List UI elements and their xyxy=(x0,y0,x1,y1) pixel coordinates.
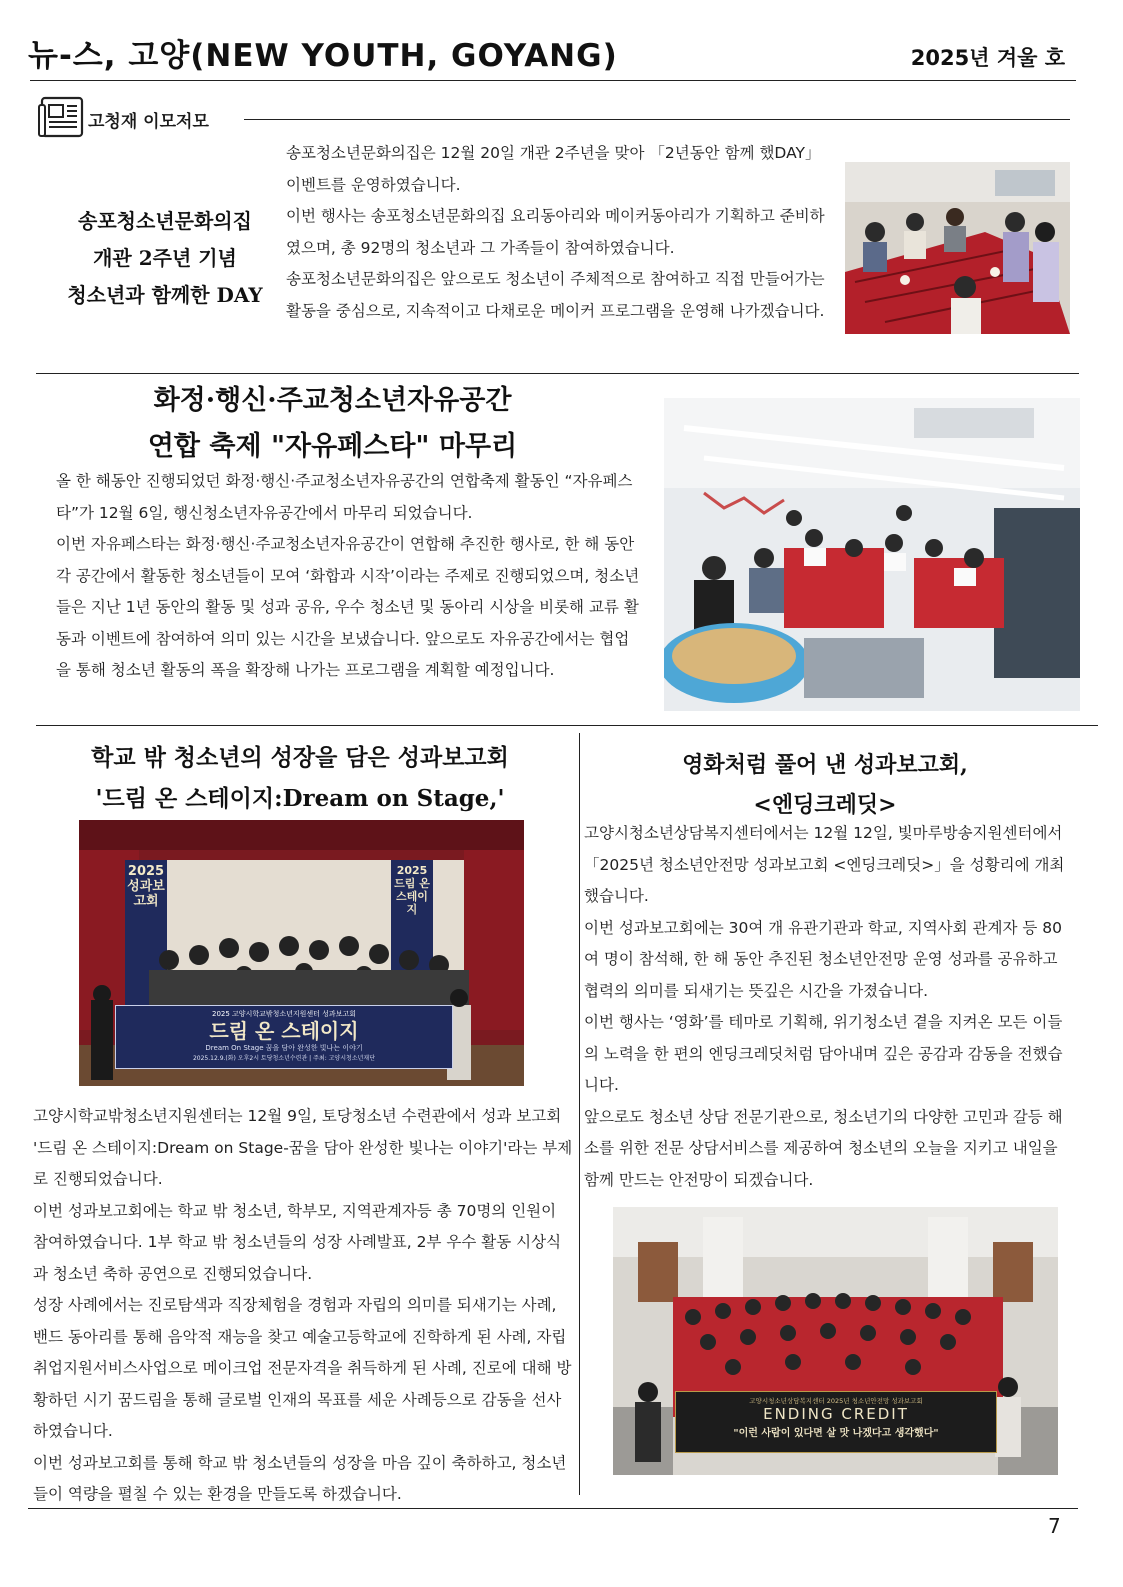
article4-paragraph: 이번 행사는 ‘영화’를 테마로 기획해, 위기청소년 곁을 지켜온 모든 이들의 노력을 한 편의 엔딩크레딧처럼 담아내며 깊은 공감과 감동을 전했습니다. xyxy=(584,1013,1063,1094)
article4-paragraph: 이번 성과보고회에는 30여 개 유관기관과 학교, 지역사회 관계자 등 80여 명이 참석해, 한 해 동안 추진된 청소년안전망 운영 성과를 공유하고 협력의 의미를 되새기는 뜻깊은 시간을 가졌습니다. xyxy=(584,918,1063,1000)
article3-body xyxy=(33,1101,573,1511)
article3-paragraph: 성장 사례에서는 진로탐색과 직장체험을 경험과 자립의 의미를 되새기는 사례, 밴드 동아리를 통해 음악적 재능을 찾고 예술고등학교에 진학하게 된 사례, 자립취업지원서비스사업으로 메이크업 전문자격을 취득하게 된 사례, 진로에 대해 방황하던 시기 꿈드림을 통해 글로벌 인재의 목표를 세운 사례등으로 감동을 선사하였습니다. xyxy=(33,1296,572,1440)
issue-label: 2025년 겨울 호 xyxy=(910,46,1065,70)
article4-paragraph: 고양시청소년상담복지센터에서는 12월 12일, 빛마루방송지원센터에서 「2025년 청소년안전망 성과보고회 <엔딩크레딧>」을 성황리에 개최했습니다. xyxy=(584,824,1065,905)
section-rule xyxy=(244,119,1070,120)
banner-side-right: 2025 드림 온 스테이지 xyxy=(394,864,430,916)
banner-main: 드림 온 스테이지 xyxy=(209,1019,359,1043)
article3-title xyxy=(40,737,560,819)
banner-side-left: 2025 성과보고회 xyxy=(127,864,165,909)
article3-title-line: '드림 온 스테이지:Dream on Stage,' xyxy=(95,785,505,812)
article4-title-line: 영화처럼 풀어 낸 성과보고회, xyxy=(682,752,968,778)
article1-paragraph: 송포청소년문화의집은 앞으로도 청소년이 주체적으로 참여하고 직접 만들어가는 활동을 중심으로, 지속적이고 다채로운 메이커 프로그램을 운영해 나가겠습니다. xyxy=(286,270,825,320)
article2-title-line: 화정·행신·주교청소년자유공간 xyxy=(153,385,512,416)
banner-top: 2025 고양시학교밖청소년지원센터 성과보고회 xyxy=(212,1010,356,1018)
article1-paragraph: 이번 행사는 송포청소년문화의집 요리동아리와 메이커동아리가 기획하고 준비하였으며, 총 92명의 청소년과 그 가족들이 참여하였습니다. xyxy=(286,207,825,257)
article3-photo xyxy=(79,820,524,1086)
masthead-title: 뉴-스, 고양(NEW YOUTH, GOYANG) xyxy=(28,38,618,74)
article1-title-line: 개관 2주년 기념 xyxy=(93,246,237,270)
article4-title-line: <엔딩크레딧> xyxy=(753,792,897,818)
article3-banner xyxy=(115,1005,453,1069)
banner-top: 고양시청소년상담복지센터 2025년 청소년안전망 성과보고회 xyxy=(749,1397,923,1405)
article3-title-line: 학교 밖 청소년의 성장을 담은 성과보고회 xyxy=(91,744,509,771)
footer-rule xyxy=(28,1508,1078,1509)
article4-photo xyxy=(613,1207,1058,1475)
article2-title-line: 연합 축제 "자유페스타" 마무리 xyxy=(147,431,518,462)
article1-title-line: 청소년과 함께한 DAY xyxy=(67,283,263,307)
article1-title xyxy=(44,203,286,314)
article4-banner xyxy=(675,1391,997,1453)
column-divider xyxy=(579,733,580,1495)
masthead-rule xyxy=(30,80,1076,81)
article1-photo xyxy=(845,162,1070,334)
article1-body xyxy=(286,138,831,327)
article2-title xyxy=(60,378,605,470)
article2-photo xyxy=(664,398,1080,711)
divider xyxy=(36,373,1079,374)
page-number: 7 xyxy=(1048,1514,1061,1538)
article2-body xyxy=(56,466,644,687)
article3-paragraph: 이번 성과보고회를 통해 학교 밖 청소년들의 성장을 마음 깊이 축하하고, 청소년들이 역량을 펼칠 수 있는 환경을 만들도록 하겠습니다. xyxy=(33,1453,567,1503)
banner-sub: Dream On Stage 꿈을 담아 완성한 빛나는 이야기 xyxy=(205,1044,363,1052)
article3-paragraph: 이번 성과보고회에는 학교 밖 청소년, 학부모, 지역관계자등 총 70명의 인원이 참여하였습니다. 1부 학교 밖 청소년들의 성장 사례발표, 2부 우수 활동 시상식과 청소년 축하 공연으로 진행되었습니다. xyxy=(33,1201,562,1283)
banner-main: ENDING CREDIT xyxy=(763,1405,909,1423)
article4-title xyxy=(590,745,1060,825)
article2-paragraph: 이번 자유페스타는 화정·행신·주교청소년자유공간이 연합해 추진한 행사로, 한 해 동안 각 공간에서 활동한 청소년들이 모여 ‘화합과 시작’이라는 주제로 진행되었으며, 청소년들은 지난 1년 동안의 활동 및 성과 공유, 우수 청소년 및 동아리 시상을 비롯해 교류 활동과 이벤트에 참여하여 의미 있는 시간을 보냈습니다. 앞으로도 자유공간에서는 협업을 통해 청소년 활동의 폭을 확장해 나가는 프로그램을 계획할 예정입니다. xyxy=(56,535,640,679)
newspaper-icon xyxy=(38,95,86,139)
article1-paragraph: 송포청소년문화의집은 12월 20일 개관 2주년을 맞아 「2년동안 함께 했DAY」 이벤트를 운영하였습니다. xyxy=(286,144,821,194)
banner-date: 2025.12.9.(화) 오후2시 토당청소년수련관 | 주최: 고양시청소년재단 xyxy=(192,1055,376,1062)
section-label: 고청재 이모저모 xyxy=(88,112,209,132)
divider xyxy=(36,725,1098,726)
article4-paragraph: 앞으로도 청소년 상담 전문기관으로, 청소년기의 다양한 고민과 갈등 해소를 위한 전문 상담서비스를 제공하여 청소년의 오늘을 지키고 내일을 함께 만드는 안전망이 되겠습니다. xyxy=(584,1107,1063,1189)
article1-title-line: 송포청소년문화의집 xyxy=(78,209,252,233)
article4-body xyxy=(584,818,1068,1196)
banner-sub: "이런 사람이 있다면 살 맛 나겠다고 생각했다" xyxy=(733,1428,939,1439)
article3-paragraph: 고양시학교밖청소년지원센터는 12월 9일, 토당청소년 수련관에서 성과 보고회 '드림 온 스테이지:Dream on Stage-꿈을 담아 완성한 빛나는 이야기'라는 부제로 진행되었습니다. xyxy=(33,1107,573,1188)
article2-paragraph: 올 한 해동안 진행되었던 화정·행신·주교청소년자유공간의 연합축제 활동인 “자유페스타”가 12월 6일, 행신청소년자유공간에서 마무리 되었습니다. xyxy=(56,472,633,522)
